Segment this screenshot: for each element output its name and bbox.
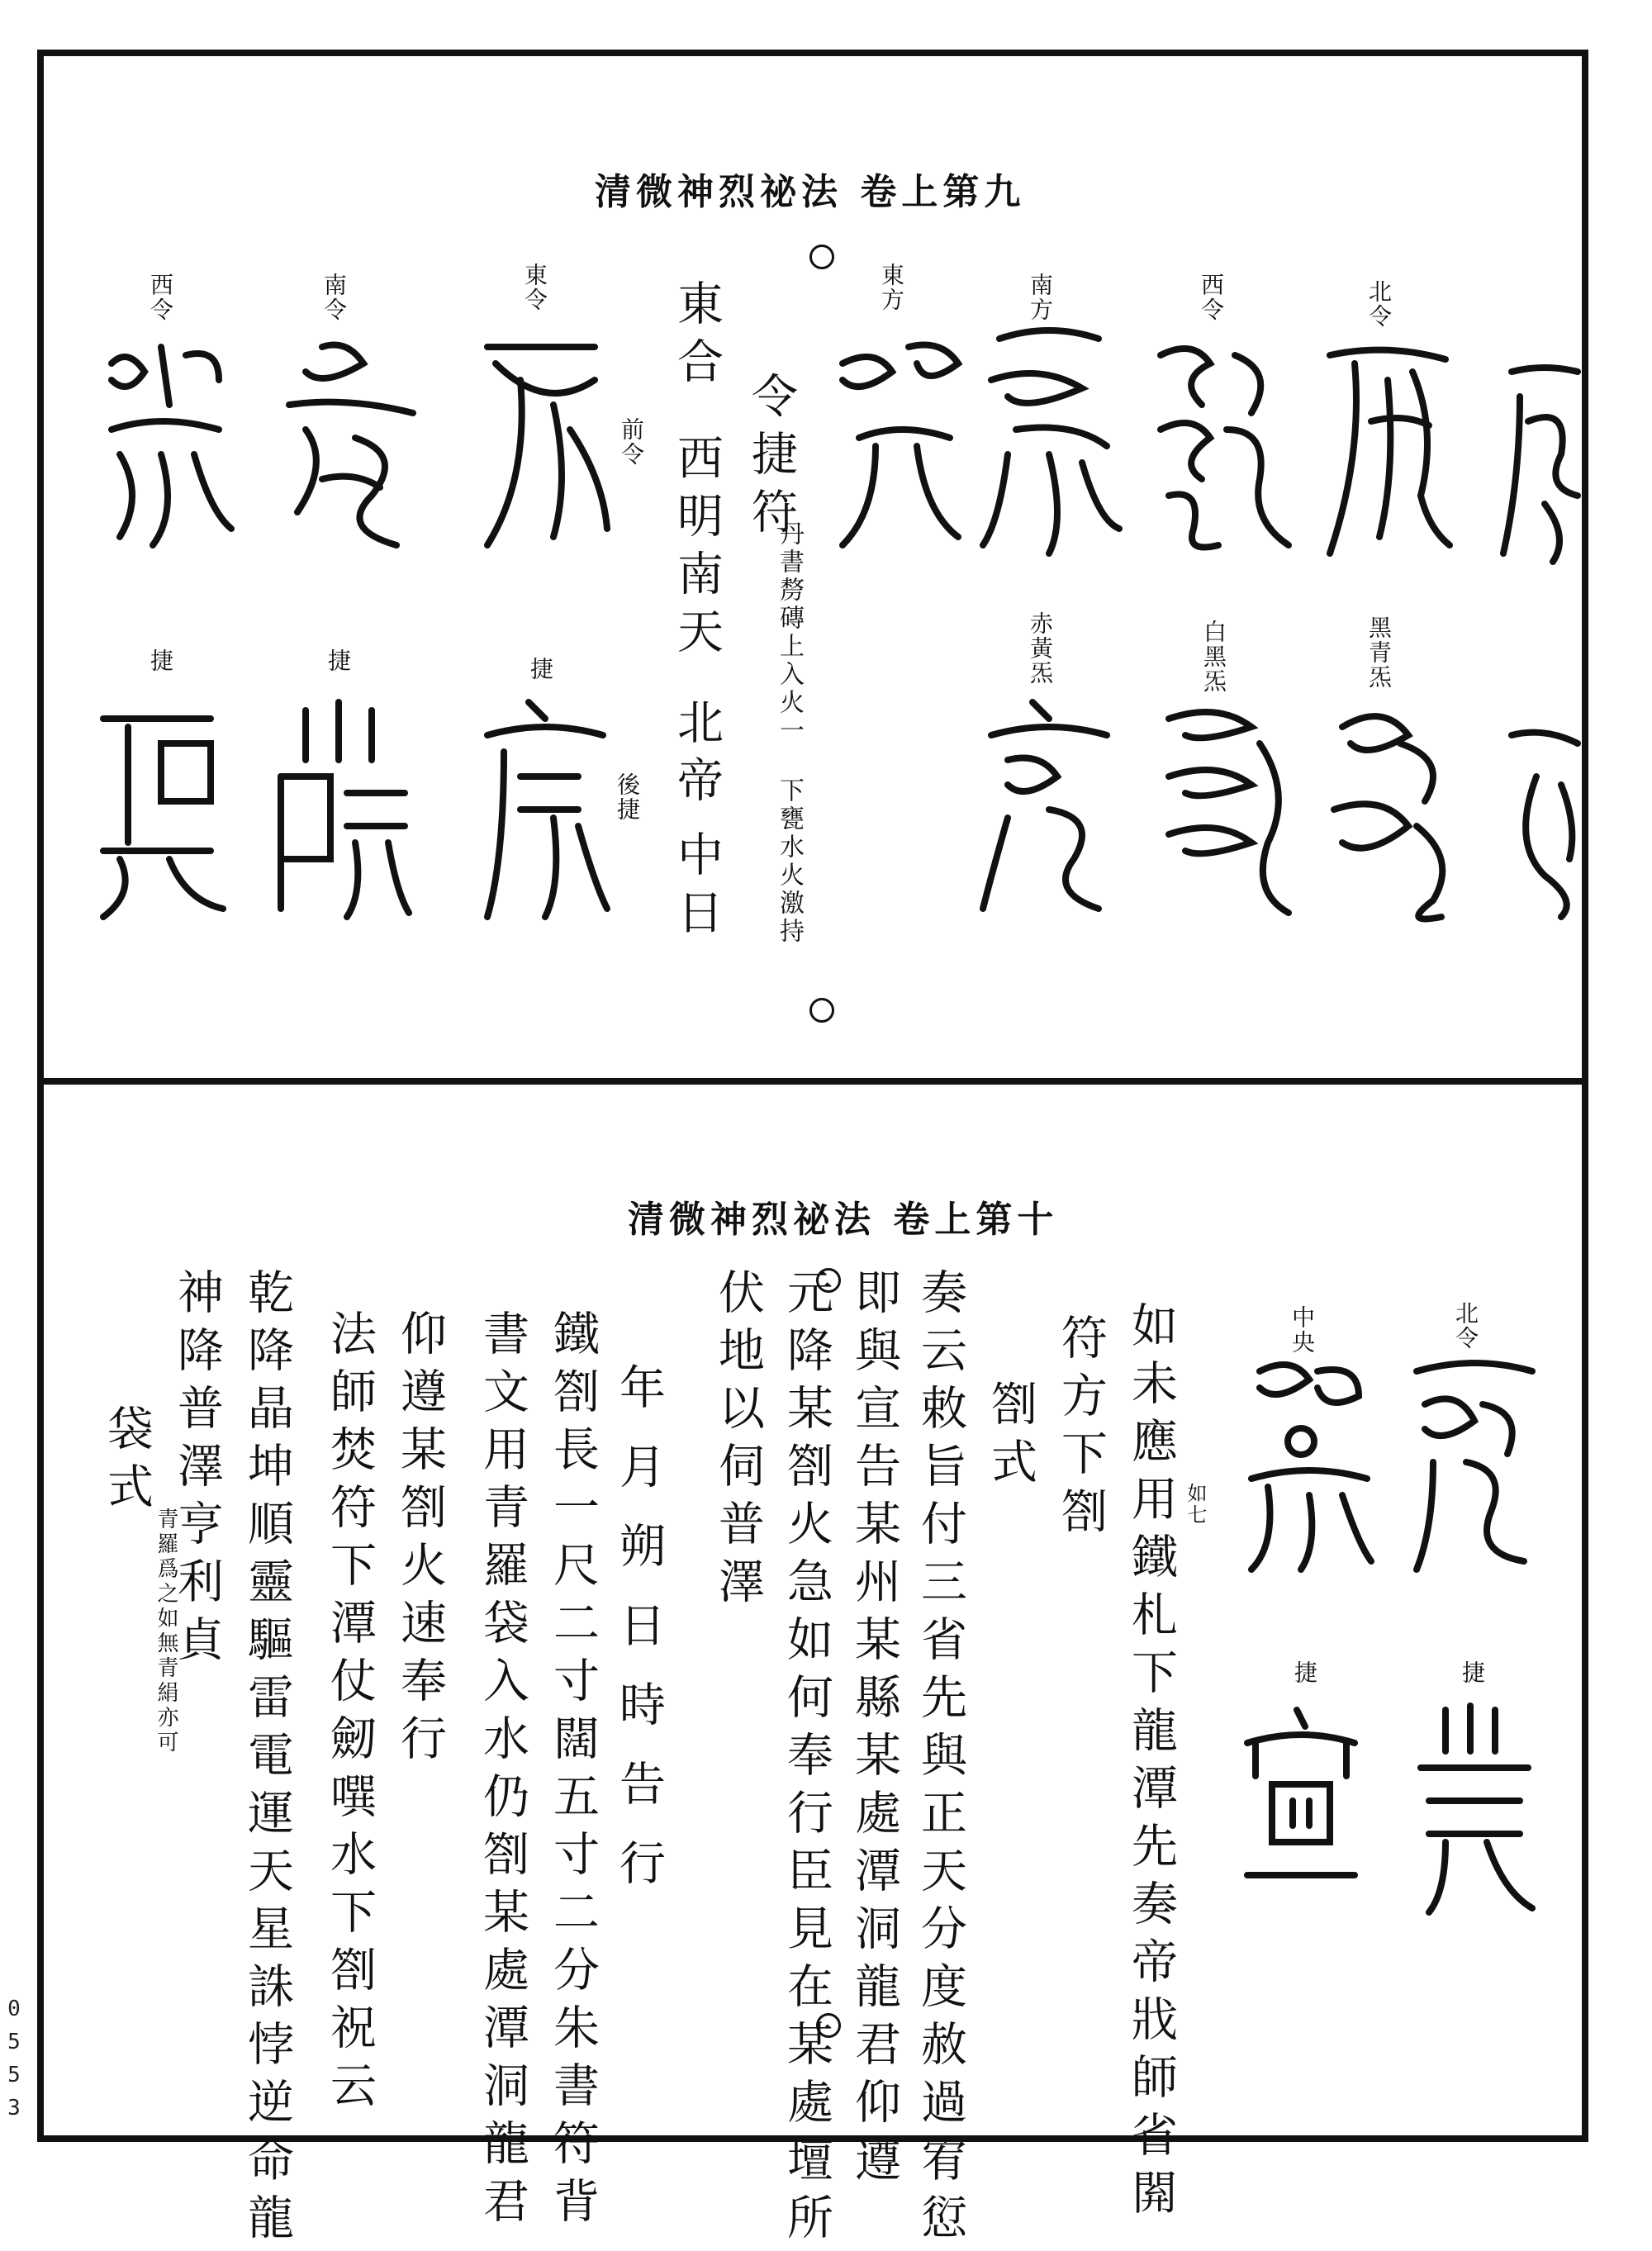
side-note: 如七 [1184, 1483, 1207, 1526]
talisman-label: 北令 [1452, 1301, 1479, 1351]
talisman-label: 捷 [527, 657, 554, 681]
talisman-label: 捷 [1459, 1660, 1486, 1685]
text-column: 法師焚符下潭仗劒噀水下劄祝云 [323, 1309, 377, 2119]
talisman-glyph [1152, 694, 1293, 925]
talisman-title: 令捷符 [744, 372, 798, 545]
talisman-label: 捷 [1291, 1660, 1318, 1685]
talisman-glyph [87, 694, 227, 925]
talisman-glyph [264, 694, 413, 925]
text-column: 袋式 [100, 1404, 154, 1520]
text-column: 奏云敕旨付三省先與正天分度赦過宥愆 [914, 1268, 967, 2251]
talisman-glyph [95, 330, 235, 553]
talisman-glyph [1412, 1702, 1536, 1916]
talisman-glyph [1239, 1702, 1363, 1900]
talisman-glyph [1144, 322, 1293, 562]
talisman-glyph [975, 694, 1123, 925]
talisman-label: 南方 [1027, 273, 1054, 322]
bottom-page-header: 清微神烈祕法 卷上第十 [628, 1199, 1059, 1241]
direction-text: 西明 [670, 434, 724, 549]
talisman-label: 捷 [325, 648, 352, 673]
talisman-label: 赤黃炁 [1027, 611, 1054, 686]
talisman-glyph [975, 314, 1123, 562]
top-page-header: 清微神烈祕法 卷上第九 [595, 171, 1026, 213]
talisman-label: 東方 [878, 263, 905, 312]
talisman-glyph [1317, 694, 1458, 925]
page-divider [37, 1078, 1588, 1085]
talisman-glyph [1235, 1338, 1375, 1578]
talisman-glyph [471, 314, 611, 553]
text-column: 書文用青羅袋入水仍劄某處潭洞龍君 [476, 1309, 529, 2234]
talisman-note: 丹書剺磚上入火一 下甕水火激持 [775, 520, 804, 946]
text-column: 鐵劄長一尺二寸闊五寸二分朱書符背 [546, 1309, 600, 2234]
talisman-label: 東令 [521, 263, 548, 312]
talisman-label: 北令 [1365, 279, 1393, 329]
talisman-label: 捷 [147, 648, 174, 673]
text-column: 仰遵某劄火速奉行 [393, 1309, 447, 1772]
talisman-label: 西令 [1198, 273, 1225, 322]
page-number: 0553 [7, 1997, 21, 2120]
direction-text: 北帝 [670, 698, 724, 814]
talisman-label: 中央 [1289, 1305, 1316, 1355]
text-column: 乾降晶坤順靈驅雷電運天星誅悖逆命龍 [240, 1268, 294, 2251]
talisman-label: 南令 [320, 273, 348, 322]
talisman-glyph [471, 694, 611, 925]
text-column: 符方下劄 [1054, 1313, 1108, 1545]
text-column: 元降某劄火急如何奉行臣見在某處壇所 [780, 1268, 833, 2251]
direction-text: 中日 [670, 830, 724, 946]
text-column: 即與宣告某州某縣某處潭洞龍君仰遵 [847, 1268, 901, 2193]
direction-text: 南天 [670, 549, 724, 665]
text-column: 神降普澤亨利貞 [170, 1268, 224, 1673]
front-label: 前令 [618, 417, 645, 467]
text-column: 劄式 [984, 1380, 1037, 1495]
talisman-glyph [1495, 710, 1586, 925]
text-column: 伏地以伺普澤 [711, 1268, 765, 1615]
talisman-label: 黑青炁 [1365, 615, 1393, 690]
direction-text: 東合 [670, 279, 724, 395]
talisman-glyph [1400, 1338, 1540, 1578]
text-column: 如未應用鐵札下龍潭先奏帝戕師省閞 [1124, 1301, 1178, 2226]
talisman-glyph [273, 330, 421, 553]
binding-hole [809, 998, 834, 1023]
back-label: 後捷 [614, 772, 641, 822]
binding-hole [809, 245, 834, 269]
talisman-glyph [1495, 355, 1586, 570]
text-column: 年月朔日時告行 [612, 1363, 666, 1918]
talisman-glyph [1313, 330, 1454, 562]
talisman-glyph [826, 314, 966, 553]
talisman-label: 西令 [147, 273, 174, 322]
talisman-label: 白黑炁 [1200, 620, 1227, 694]
text-note: 青羅爲之如無青絹亦可 [154, 1508, 178, 1755]
